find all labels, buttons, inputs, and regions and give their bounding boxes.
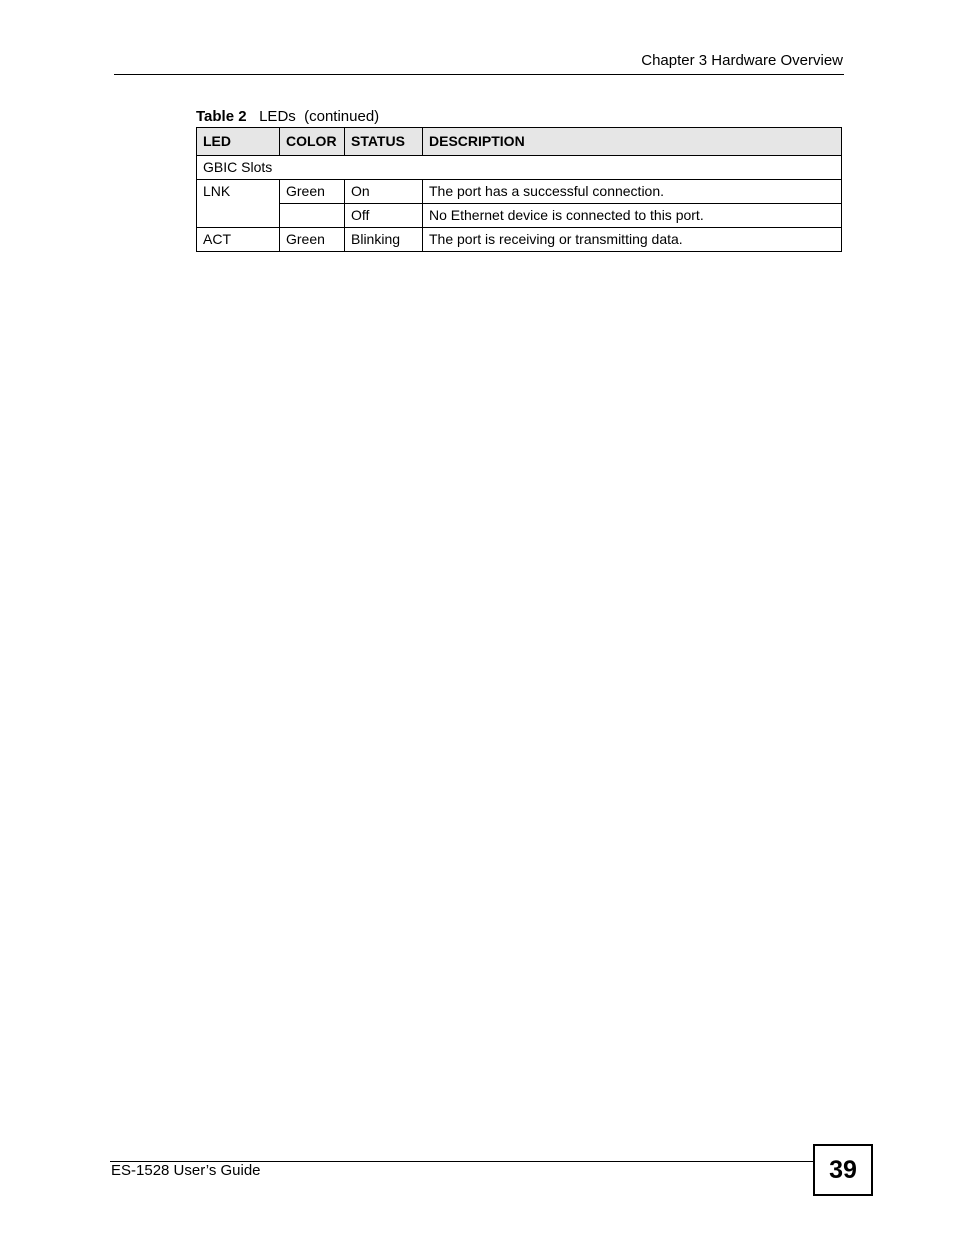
table-caption-title: LEDs (continued) <box>259 108 380 125</box>
cell-status: Blinking <box>345 228 423 252</box>
cell-status: Off <box>345 204 423 228</box>
column-header-color: COLOR <box>280 128 345 156</box>
cell-led: ACT <box>197 228 280 252</box>
table-row <box>197 228 842 252</box>
cell-status: On <box>345 180 423 204</box>
table-caption-number: Table 2 <box>196 108 247 125</box>
cell-led: LNK <box>197 180 280 228</box>
table-header-row <box>197 128 842 156</box>
column-header-led: LED <box>197 128 280 156</box>
cell-color <box>280 204 345 228</box>
running-header: Chapter 3 Hardware Overview <box>641 52 843 69</box>
cell-color: Green <box>280 228 345 252</box>
led-table <box>196 127 842 252</box>
cell-description: No Ethernet device is connected to this port. <box>423 204 842 228</box>
table-row <box>197 180 842 204</box>
cell-description: The port has a successful connection. <box>423 180 842 204</box>
footer-guide-title: ES-1528 User’s Guide <box>111 1162 261 1179</box>
table-caption <box>196 108 379 126</box>
cell-description: The port is receiving or transmitting data. <box>423 228 842 252</box>
header-rule <box>114 74 844 75</box>
column-header-status: STATUS <box>345 128 423 156</box>
section-label-gbic-slots: GBIC Slots <box>197 156 842 180</box>
page-number: 39 <box>813 1144 873 1196</box>
table-section-row <box>197 156 842 180</box>
cell-color: Green <box>280 180 345 204</box>
table-row <box>197 204 842 228</box>
column-header-description: DESCRIPTION <box>423 128 842 156</box>
